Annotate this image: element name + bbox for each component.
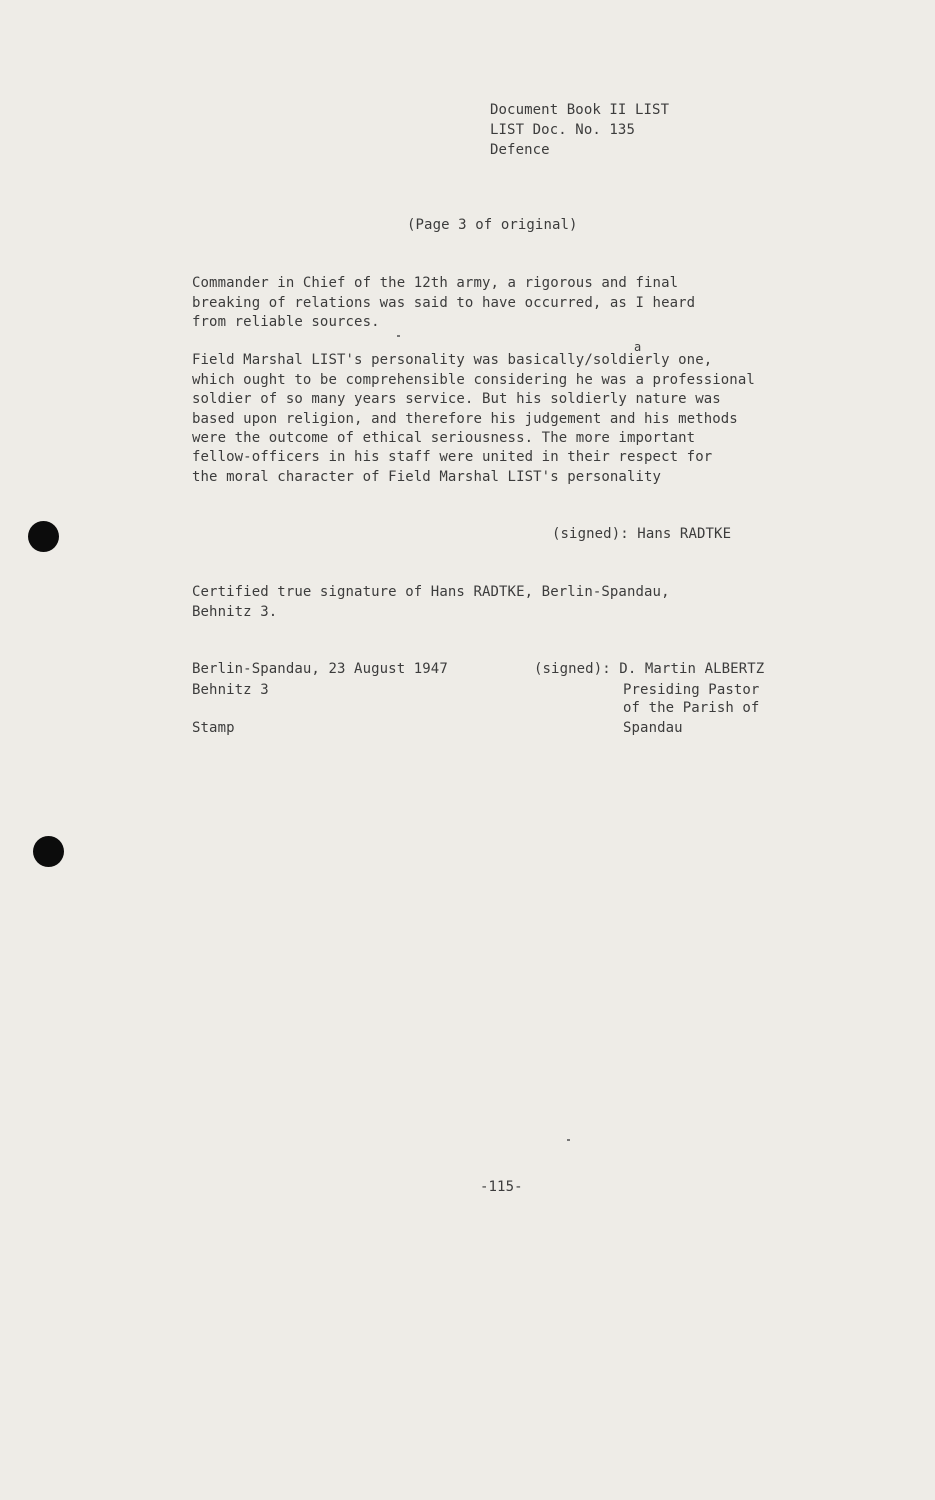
certification-line: Behnitz 3. <box>192 604 278 620</box>
paragraph-line: which ought to be comprehensible considering he was a professional <box>192 372 755 388</box>
signature-radtke: (signed): Hans RADTKE <box>552 526 732 542</box>
place-address: Behnitz 3 <box>192 682 269 698</box>
paragraph-line: breaking of relations was said to have occurred, as I heard <box>192 295 696 311</box>
paragraph-line: the moral character of Field Marshal LIST's personality <box>192 469 662 485</box>
paragraph-line: soldier of so many years service. But his soldierly nature was <box>192 391 721 407</box>
place-date: Berlin-Spandau, 23 August 1947 <box>192 661 448 677</box>
signature-title: Spandau <box>623 720 683 736</box>
paragraph-line: fellow-officers in his staff were united in their respect for <box>192 449 713 465</box>
handwritten-insertion: a <box>634 340 642 354</box>
paragraph-line: Field Marshal LIST's personality was basically/soldierly one, <box>192 352 713 368</box>
stray-mark <box>567 1139 570 1141</box>
signature-line: (signed): D. Martin ALBERTZ <box>534 661 765 677</box>
header-doc-number: LIST Doc. No. 135 <box>490 122 635 138</box>
header-section: Defence <box>490 142 550 158</box>
paragraph-line: based upon religion, and therefore his judgement and his methods <box>192 411 738 427</box>
stamp-label: Stamp <box>192 720 235 736</box>
page-reference: (Page 3 of original) <box>407 217 578 233</box>
certification-line: Certified true signature of Hans RADTKE, Berlin-Spandau, <box>192 584 670 600</box>
punch-hole-bottom <box>33 836 64 867</box>
punch-hole-top <box>28 521 59 552</box>
paragraph-line: from reliable sources. <box>192 314 380 330</box>
signature-title: Presiding Pastor <box>623 682 760 698</box>
paragraph-line: were the outcome of ethical seriousness. The more important <box>192 430 696 446</box>
stray-mark <box>397 335 400 337</box>
signature-title: of the Parish of <box>623 700 760 716</box>
header-book: Document Book II LIST <box>490 102 670 118</box>
page-number: -115- <box>480 1179 523 1195</box>
paragraph-line: Commander in Chief of the 12th army, a rigorous and final <box>192 275 679 291</box>
